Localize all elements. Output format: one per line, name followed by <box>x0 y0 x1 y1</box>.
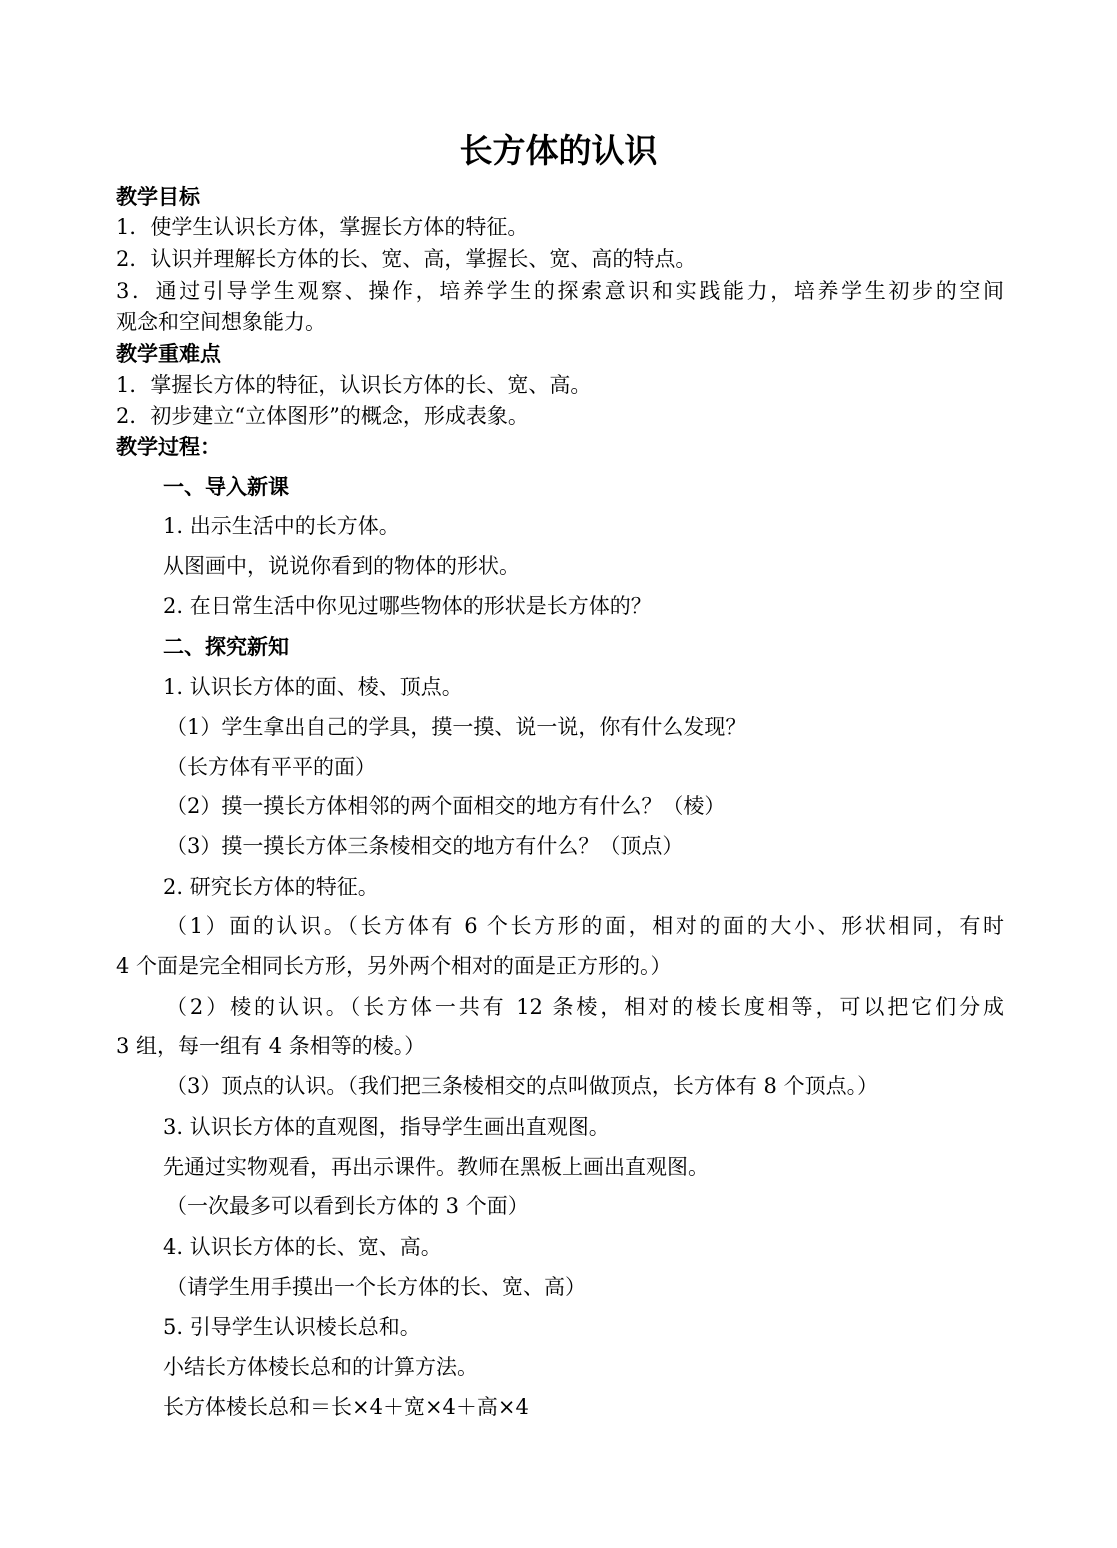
process-line: （3）摸一摸长方体三条棱相交的地方有什么？（顶点） <box>166 834 684 858</box>
process-line: 小结长方体棱长总和的计算方法。 <box>163 1355 478 1379</box>
process-line: 2. 研究长方体的特征。 <box>163 875 379 899</box>
goal-line-3a: 3．通过引导学生观察、操作，培养学生的探索意识和实践能力，培养学生初步的空间 <box>116 279 1004 303</box>
process-line: 从图画中，说说你看到的物体的形状。 <box>163 554 520 578</box>
process-line: （一次最多可以看到长方体的 3 个面） <box>166 1194 529 1218</box>
goal-line-1: 1．使学生认识长方体，掌握长方体的特征。 <box>116 215 529 239</box>
process-line: （1）面的认识。（长方体有 6 个长方形的面，相对的面的大小、形状相同，有时 <box>166 914 1004 938</box>
process-line: 5. 引导学生认识棱长总和。 <box>163 1315 421 1339</box>
heading-teaching-goals: 教学目标 <box>116 185 200 209</box>
key-point-1: 1．掌握长方体的特征，认识长方体的长、宽、高。 <box>116 373 592 397</box>
section-heading-1: 一、导入新课 <box>163 475 289 499</box>
heading-process: 教学过程： <box>116 435 221 459</box>
section-heading-2: 二、探究新知 <box>163 635 289 659</box>
process-line: 1. 出示生活中的长方体。 <box>163 514 400 538</box>
process-line: （长方体有平平的面） <box>166 755 376 779</box>
process-line: 4 个面是完全相同长方形，另外两个相对的面是正方形的。） <box>116 954 672 978</box>
process-line: 3. 认识长方体的直观图，指导学生画出直观图。 <box>163 1115 610 1139</box>
goal-line-3b: 观念和空间想象能力。 <box>116 310 326 334</box>
key-point-2: 2．初步建立“立体图形”的概念，形成表象。 <box>116 404 529 428</box>
process-line: 先通过实物观看，再出示课件。教师在黑板上画出直观图。 <box>163 1155 709 1179</box>
process-line: 3 组，每一组有 4 条相等的棱。） <box>116 1034 426 1058</box>
process-line: （请学生用手摸出一个长方体的长、宽、高） <box>166 1275 586 1299</box>
process-line: （2）摸一摸长方体相邻的两个面相交的地方有什么？（棱） <box>166 794 726 818</box>
formula-line: 长方体棱长总和＝长×4＋宽×4＋高×4 <box>163 1395 529 1419</box>
process-line: 2. 在日常生活中你见过哪些物体的形状是长方体的？ <box>163 594 652 618</box>
goal-line-2: 2．认识并理解长方体的长、宽、高，掌握长、宽、高的特点。 <box>116 247 697 271</box>
process-line: （3）顶点的认识。（我们把三条棱相交的点叫做顶点，长方体有 8 个顶点。） <box>166 1074 879 1098</box>
process-line: （1）学生拿出自己的学具，摸一摸、说一说，你有什么发现？ <box>166 715 747 739</box>
document-title: 长方体的认识 <box>459 131 658 170</box>
process-line: （2）棱的认识。（长方体一共有 12 条棱，相对的棱长度相等，可以把它们分成 <box>166 995 1004 1019</box>
process-line: 4. 认识长方体的长、宽、高。 <box>163 1235 442 1259</box>
process-line: 1. 认识长方体的面、棱、顶点。 <box>163 675 463 699</box>
heading-key-points: 教学重难点 <box>116 342 221 366</box>
